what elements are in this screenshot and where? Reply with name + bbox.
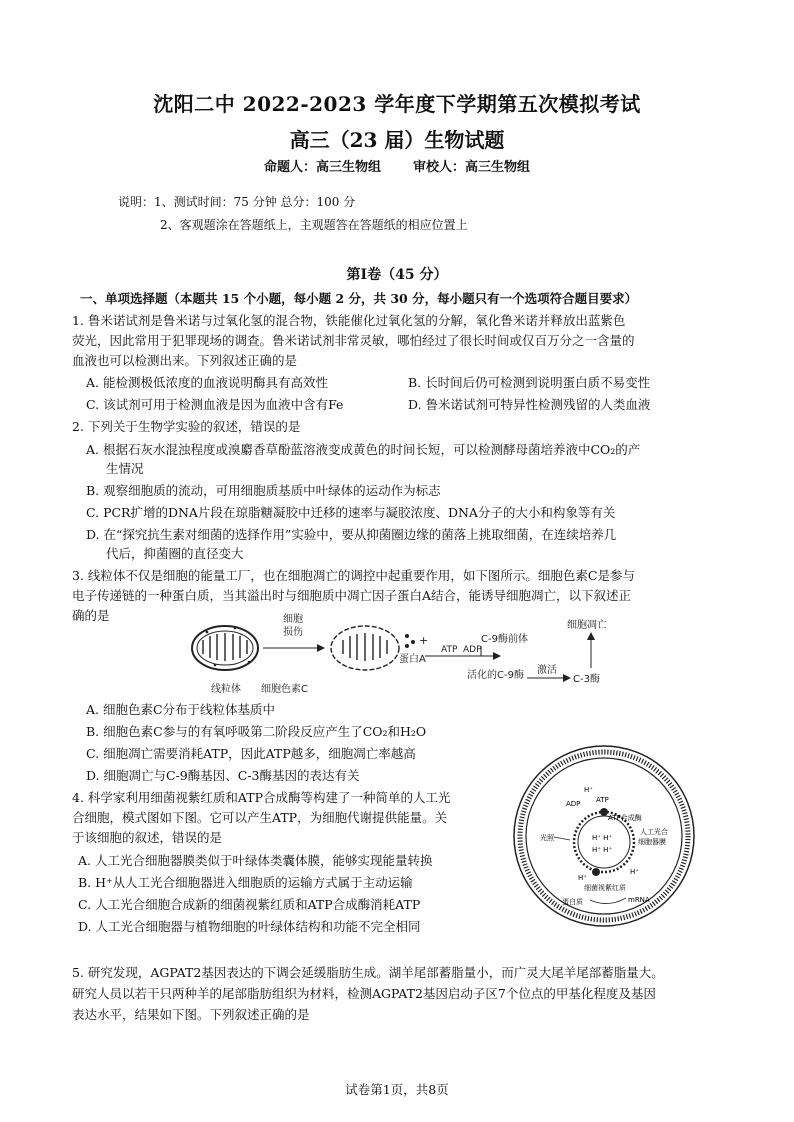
q5-stem-line: 表达水平，结果如下图。下列叙述正确的是: [72, 1007, 310, 1022]
proposer-label: 命题人：高三生物组: [263, 160, 381, 175]
q1-option-d: D. 鲁米诺试剂可特异性检测残留的人类血液: [408, 397, 651, 412]
q3-stem-line: 电子传递链的一种蛋白质，当其溢出时与细胞质中凋亡因子蛋白A结合，能诱导细胞凋亡，以下叙述正: [72, 588, 632, 603]
q2-option-c: C. PCR扩增的DNA片段在琼脂糖凝胶中迁移的速率与凝胶浓度、DNA分子的大小和构象等有关: [86, 505, 616, 520]
atp-label: ATP: [441, 645, 458, 655]
organelle-membrane-label-2: 细胞器膜: [638, 838, 666, 846]
h-ion-label: H⁺: [630, 868, 639, 876]
apoptosis-label: 细胞凋亡: [567, 620, 607, 631]
q1-stem-line: 血液也可以检测出来。下列叙述正确的是: [72, 353, 298, 368]
section-title: 第Ⅰ卷（45 分）: [346, 267, 448, 283]
q4-option-c: C. 人工光合细胞合成新的细菌视紫红质和ATP合成酶消耗ATP: [78, 897, 421, 912]
q4-option-a: A. 人工光合细胞器膜类似于叶绿体类囊体膜，能够实现能量转换: [78, 853, 433, 868]
instruction-note-1: 说明：1、测试时间：75 分钟 总分：100 分: [118, 195, 356, 209]
active-c9-label: 活化的C-9酶: [467, 670, 524, 681]
exam-authors: [0, 156, 794, 175]
q3-option-b: B. 细胞色素C参与的有氧呼吸第二阶段反应产生了CO₂和H₂O: [86, 724, 427, 739]
q2-option-d-cont: 代后，抑菌圈的直径变大: [106, 546, 244, 561]
q3-option-d: D. 细胞凋亡与C-9酶基因、C-3酶基因的表达有关: [86, 768, 360, 783]
svg-text:H⁺ H⁺: H⁺ H⁺: [592, 834, 613, 842]
q3-option-c: C. 细胞凋亡需要消耗ATP，因此ATP越多，细胞凋亡率越高: [86, 746, 416, 761]
plus-sign: +: [419, 634, 429, 647]
q1-stem-line: 荧光，因此常用于犯罪现场的调查。鲁米诺试剂非常灵敏，哪怕经过了很长时间或仅百万分之一含量的: [72, 333, 635, 348]
artificial-cell-diagram: [508, 740, 700, 932]
q1-option-a: A. 能检测极低浓度的血液说明酶具有高效性: [86, 375, 328, 390]
q4-option-b: B. H⁺从人工光合细胞器进入细胞质的运输方式属于主动运输: [78, 875, 413, 890]
q4-stem-line: 于该细胞的叙述，错误的是: [72, 830, 223, 845]
section-heading: 一、单项选择题（本题共 15 个小题，每小题 2 分，共 30 分，每小题只有一个选项符合题目要求）: [80, 291, 638, 306]
q2-option-a-cont: 生情况: [106, 461, 144, 476]
q2-option-d: D. 在“探究抗生素对细菌的选择作用”实验中，要从抑菌圈边缘的菌落上挑取细菌，在连续培养几: [86, 527, 617, 542]
q2-option-b: B. 观察细胞质的流动，可用细胞质基质中叶绿体的运动作为标志: [86, 483, 441, 498]
q4-option-d: D. 人工光合细胞器与植物细胞的叶绿体结构和功能不完全相同: [78, 919, 421, 934]
damage-label-2: 损伤: [283, 627, 303, 638]
adp-label: ADP: [463, 645, 482, 655]
q2-stem: 2. 下列关于生物学实验的叙述，错误的是: [72, 419, 301, 434]
damage-label-1: 细胞: [283, 614, 303, 625]
instruction-note-2: 2、客观题涂在答题纸上，主观题答在答题纸的相应位置上: [160, 218, 468, 232]
q1-option-c: C. 该试剂可用于检测血液是因为血液中含有Fe: [86, 397, 344, 412]
cytochrome-c-label: 细胞色素C: [261, 684, 308, 695]
apoptosis-diagram: [185, 610, 635, 698]
mitochondrion-label: 线粒体: [211, 684, 241, 695]
exam-subtitle: 高三（23 届）生物试题: [289, 128, 505, 152]
q1-stem-line: 1. 鲁米诺试剂是鲁米诺与过氧化氢的混合物，铁能催化过氧化氢的分解，氧化鲁米诺并释放出蓝紫色: [72, 313, 626, 328]
mitochondrion-icon: [192, 626, 258, 670]
q5-stem-line: 5. 研究发现，AGPAT2基因表达的下调会延缓脂肪生成。湖羊尾部蓄脂量小，而广灵大尾羊尾部蓄脂量大。: [72, 965, 664, 980]
q4-stem-line: 4. 科学家利用细菌视紫红质和ATP合成酶等构建了一种简单的人工光: [72, 790, 451, 805]
c3-enzyme-label: C-3酶: [573, 674, 600, 685]
q3-option-a: A. 细胞色素C分布于线粒体基质中: [86, 702, 276, 717]
page-footer: 试卷第1页，共8页: [345, 1082, 449, 1097]
q3-stem-line: 3. 线粒体不仅是细胞的能量工厂，也在细胞凋亡的调控中起重要作用，如下图所示。细胞色素C是参与: [72, 568, 635, 583]
q4-stem-line: 合细胞，模式图如下图。它可以产生ATP，为细胞代谢提供能量。关: [72, 810, 448, 825]
h-ion-label: H⁺: [578, 874, 587, 882]
q2-option-a: A. 根据石灰水混浊程度或溴麝香草酚蓝溶液变成黄色的时间长短，可以检测酵母菌培养液中CO₂的产: [86, 442, 641, 457]
svg-text:H⁺ H⁺: H⁺ H⁺: [592, 846, 613, 854]
exam-title: 沈阳二中 2022-2023 学年度下学期第五次模拟考试: [153, 92, 641, 116]
mrna-label: mRNA: [628, 896, 650, 904]
rhodopsin-label: 细菌视紫红质: [584, 884, 626, 892]
reviewer-label: 审校人：高三生物组: [413, 160, 531, 175]
protein-a-label: 蛋白A: [399, 654, 426, 665]
organelle-membrane-label-1: 人工光合: [640, 828, 668, 836]
activate-label: 激活: [537, 665, 557, 676]
c9-precursor-label: C-9酶前体: [481, 634, 528, 645]
q5-stem-line: 研究人员以若干只两种羊的尾部脂肪组织为材料，检测AGPAT2基因启动子区7个位点的甲基化程度及基因: [72, 986, 656, 1001]
protein-label: 蛋白质: [562, 898, 583, 906]
q1-option-b: B. 长时间后仍可检测到说明蛋白质不易变性: [408, 375, 651, 390]
atp-synthase-label: ATP合成酶: [608, 814, 642, 822]
light-label: 光照: [540, 834, 554, 842]
adp-label: ADP: [566, 800, 581, 808]
q3-stem-line: 确的是: [72, 608, 110, 623]
h-ion-label: H⁺: [584, 786, 593, 794]
atp-label: ATP: [596, 796, 609, 804]
